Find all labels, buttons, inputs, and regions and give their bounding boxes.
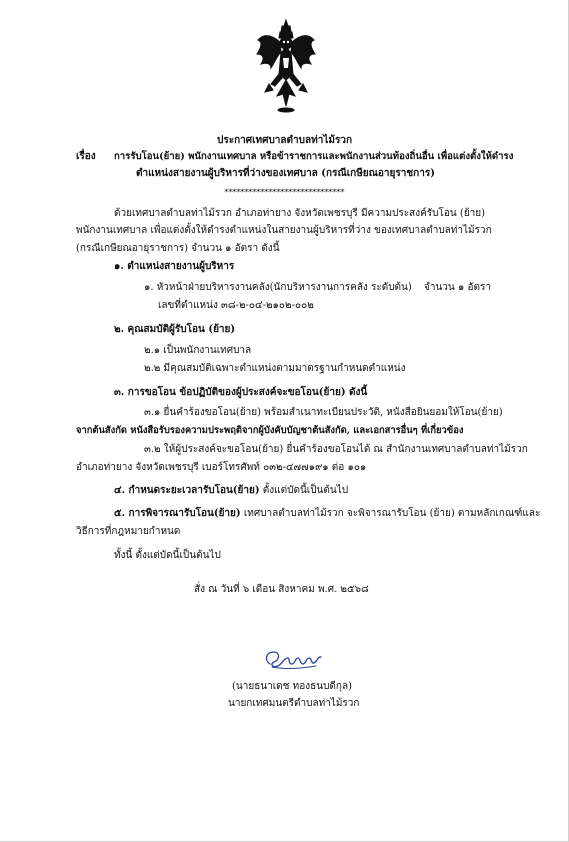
garuda-emblem-icon xyxy=(255,18,317,114)
section-3-item-2-line-1: ๓.๒ ให้ผู้ประสงค์จะขอโอน(ย้าย) ยื่นคำร้องขอโอนได้ ณ สำนักงานเทศบาลตำบลท่าไม้รวก xyxy=(144,444,528,455)
signature-image xyxy=(262,648,324,672)
divider-stars: ****************************** xyxy=(224,188,345,197)
signer-name: (นายธนาเดช ทองธนบดีกุล) xyxy=(232,681,352,692)
subject-line-2: ตำแหน่งสายงานผู้บริหารที่ว่างของเทศบาล (กรณีเกษียณอายุราชการ) xyxy=(136,168,435,179)
section-1-heading: ๑. ตำแหน่งสายงานผู้บริหาร xyxy=(114,261,235,272)
section-3-item-2-line-2: อำเภอท่ายาง จังหวัดเพชรบุรี เบอร์โทรศัพท์ ๐๓๒-๔๗๗๑๙๑ ต่อ ๑๐๑ xyxy=(76,462,367,473)
intro-line-1: ด้วยเทศบาลตำบลท่าไม้รวก อำเภอท่ายาง จังหวัดเพชรบุรี มีความประสงค์รับโอน (ย้าย) xyxy=(114,208,486,219)
section-5-text: เทศบาลตำบลท่าไม้รวก จะพิจารณารับโอน (ย้าย) ตามหลักเกณฑ์และ xyxy=(243,508,541,519)
section-3-item-1-line-2: จากต้นสังกัด หนังสือรับรองความประพฤติจากผู้บังคับบัญชาต้นสังกัด, และเอกสารอื่นๆ ที่เกี่ยวข้อง xyxy=(76,425,464,436)
section-4-heading: ๔. กำหนดระยะเวลารับโอน(ย้าย) xyxy=(114,485,260,496)
intro-line-3: (กรณีเกษียณอายุราชการ) จำนวน ๑ อัตรา ดังนี้ xyxy=(76,243,280,254)
announcement-title: ประกาศเทศบาลตำบลท่าไม้รวก xyxy=(216,135,352,146)
section-1-item: ๑. หัวหน้าฝ่ายบริหารงานคลัง(นักบริหารงานการคลัง ระดับต้น) xyxy=(144,282,412,293)
section-5-line-1 xyxy=(114,507,540,520)
section-3-heading: ๓. การขอโอน ข้อปฏิบัติของผู้ประสงค์จะขอโอน(ย้าย) ดังนี้ xyxy=(114,387,368,398)
signer-title: นายกเทศมนตรีตำบลท่าไม้รวก xyxy=(228,698,360,709)
section-5-line-2: วิธีการที่กฎหมายกำหนด xyxy=(76,526,181,537)
subject-line-1: การรับโอน(ย้าย) พนักงานเทศบาล หรือข้าราชการและพนักงานส่วนท้องถิ่นอื่น เพื่อแต่งตั้งให้ดำรง xyxy=(114,151,514,162)
section-2-item-1: ๒.๑ เป็นพนักงานเทศบาล xyxy=(144,345,252,356)
section-1-count: จำนวน ๑ อัตรา xyxy=(424,282,491,293)
effective-text: ทั้งนี้ ตั้งแต่บัดนี้เป็นต้นไป xyxy=(114,550,221,561)
section-1-position-no: เลขที่ตำแหน่ง ๓๘-๒-๐๔-๒๑๐๒-๐๐๒ xyxy=(158,300,314,311)
section-3-item-1-line-1: ๓.๑ ยื่นคำร้องขอโอน(ย้าย) พร้อมสำเนาทะเบียนประวัติ, หนังสือยินยอมให้โอน(ย้าย) xyxy=(144,407,503,418)
section-5-heading: ๕. การพิจารณารับโอน(ย้าย) xyxy=(114,508,241,519)
intro-line-2: พนักงานเทศบาล เพื่อแต่งตั้งให้ดำรงตำแหน่งในสายงานผู้บริหารที่ว่าง ของเทศบาลตำบลท่าไม้รวก xyxy=(76,225,492,236)
announcement-date: สั่ง ณ วันที่ ๖ เดือน สิงหาคม พ.ศ. ๒๕๖๘ xyxy=(194,584,369,595)
section-4 xyxy=(114,484,348,497)
section-2-item-2: ๒.๒ มีคุณสมบัติเฉพาะตำแหน่งตามมาตรฐานกำหนดตำแหน่ง xyxy=(144,363,406,374)
section-4-text: ตั้งแต่บัดนี้เป็นต้นไป xyxy=(262,485,349,496)
section-2-heading: ๒. คุณสมบัติผู้รับโอน (ย้าย) xyxy=(114,324,236,335)
subject-label: เรื่อง xyxy=(76,151,96,162)
